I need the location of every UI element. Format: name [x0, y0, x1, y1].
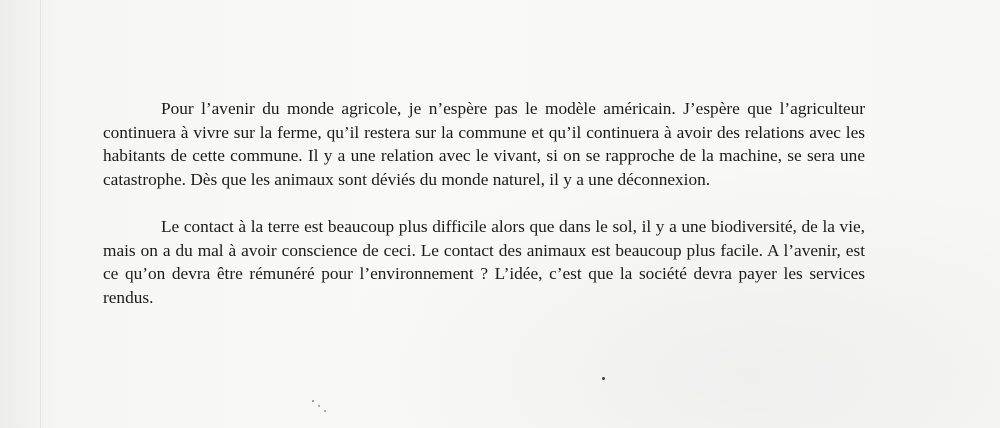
document-body	[103, 97, 865, 309]
ink-speck	[324, 410, 326, 412]
paragraph-contact-terre: Le contact à la terre est beaucoup plus difficile alors que dans le sol, il y a une biodiversité, de la vie, mais on a du mal à avoir conscience de ceci. Le contact des animaux est beaucoup plus facile. A l’avenir, est ce qu’on devra être rémunéré pour l’environnement ? L’idée, c’est que la société devra payer les services rendus.	[103, 216, 865, 307]
paragraph-avenir-agricole: Pour l’avenir du monde agricole, je n’espère pas le modèle américain. J’espère que l’agriculteur continuera à vivre sur la ferme, qu’il restera sur la commune et qu’il continuera à avoir des relations avec les habitants de cette commune. Il y a une relation avec le vivant, si on se rapproche de la machine, se sera une catastrophe. Dès que les animaux sont déviés du monde naturel, il y a une déconnexion.	[103, 99, 865, 189]
ink-speck	[318, 405, 320, 407]
paper-crease	[40, 0, 41, 428]
faint-show-through-stamp	[600, 340, 770, 410]
ink-speck	[312, 400, 314, 402]
ink-speck	[602, 377, 605, 380]
